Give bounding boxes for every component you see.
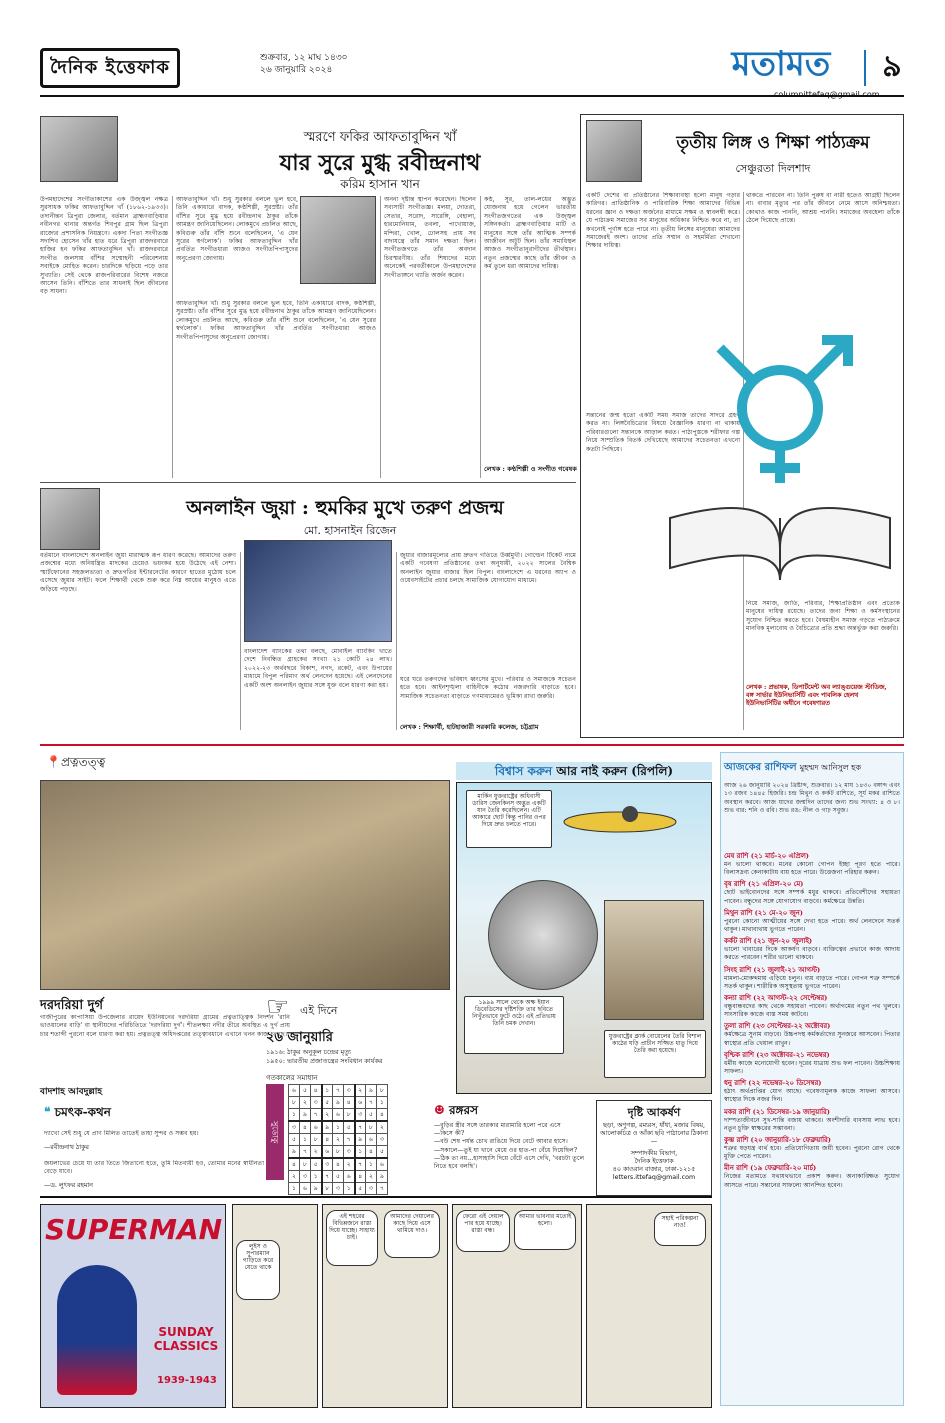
horoscope-item xyxy=(724,1136,900,1161)
portrait-aftabuddin xyxy=(300,196,376,284)
sudoku-cell: ৪ xyxy=(289,1158,300,1171)
sudoku-cell: ৬ xyxy=(377,1158,388,1171)
sudoku-cell: ৬ xyxy=(300,1183,311,1195)
sudoku-cell: ৮ xyxy=(344,1109,355,1122)
horoscope-intro: আজ ২৬ জানুয়ারি ২০২৪ খ্রিষ্টাব্দ, শুক্রবার। ১২ মাঘ ১৪৩০ বঙ্গাব্দ এবং ১৩ রজব ১৪৪৫ হিজরি। চন্দ্র মিথুন ও কর্কট রাশিতে, সূর্য মকর রাশিতে অবস্থান করবে। আজ যাদের জন্মদিন তাদের জন্য শুভ সংখ্যা: ৪ ও ৮। শুভ বার: শনি ও রবি। শুভ রঙ: নীল ও গাঢ় সবুজ। xyxy=(724,782,900,815)
sudoku-cell: ৮ xyxy=(366,1121,377,1134)
column-rule xyxy=(172,196,173,478)
horoscope-title: আজকের রাশিফল xyxy=(724,762,797,773)
sudoku-cell: ৫ xyxy=(366,1109,377,1122)
article3-body-col2: বাংলাদেশ ব্যাংকের তথ্য বলছে, মোবাইল ব্যাংকিং খাতে দেশে নিবন্ধিত গ্রাহকের সংখ্যা ২১ কোটি ২৪ লাখ। ২০২২-২৩ অর্থবছরে বিকাশ, নগদ, রকেট, এবং উপায়ের মাধ্যমে বিপুল পরিমাণ অর্থ লেনদেন হয়েছে। এই লেনদেনের একটি অংশ অনলাইন জুয়ার সঙ্গে যুক্ত বলে ধারণা করা হয়। xyxy=(244,648,392,689)
article2-body-col1: একটি দেশের বা প্রতিষ্ঠানের শিক্ষাব্যবস্থা হলো মানুষ গড়ার কারিগর। প্রাতিষ্ঠানিক ও পারিবারিক শিক্ষা আমাদের বিভিন্ন ধরনের জ্ঞান ও দক্ষতা অর্জনের মাধ্যমে সক্ষম ও স্বাবলম্বী করে। যে পাঠ্যক্রম সমাজের সব মানুষের অধিকার নিশ্চিত করে না, তা কখনোই পূর্ণাঙ্গ হতে পারে না। তৃতীয় লিঙ্গের মানুষেরা আমাদের সমাজেরই অংশ। তাদের প্রতি সম্মান ও সহমর্মিতা শেখানো শিক্ষার দায়িত্ব। xyxy=(586,192,740,250)
quote-1-author: —রবীন্দ্রনাথ ঠাকুর xyxy=(44,1144,89,1151)
column-rule xyxy=(380,196,381,478)
sudoku-cell: ৩ xyxy=(344,1085,355,1097)
sudoku-cell: ৫ xyxy=(344,1121,355,1134)
sudoku-cell: ৬ xyxy=(333,1109,344,1122)
sudoku-cell: ২ xyxy=(333,1134,344,1146)
sudoku-cell: ৭ xyxy=(355,1158,366,1171)
sudoku-cell: ১ xyxy=(377,1097,388,1109)
sudoku-cell: ৭ xyxy=(377,1183,388,1195)
sudoku-cell: ৩ xyxy=(300,1171,311,1183)
sudoku-cell: ৭ xyxy=(322,1171,333,1183)
author-photo-karim xyxy=(40,116,118,182)
address-line: দৈনিক ইত্তেফাক xyxy=(634,1158,674,1165)
sudoku-row xyxy=(289,1097,388,1109)
section-title: মতামত xyxy=(731,43,831,84)
sudoku-cell: ৪ xyxy=(311,1085,322,1097)
ripley-vehicle-illustration xyxy=(560,796,680,836)
comic-title: SUPERMAN xyxy=(45,1213,223,1246)
gambling-phone-photo xyxy=(244,540,392,642)
sudoku-cell: ৪ xyxy=(377,1109,388,1122)
archaeology-author: বাদশাহ আবদুল্লাহ xyxy=(40,1087,103,1097)
horoscope-item xyxy=(724,1108,900,1133)
sudoku-cell: ১ xyxy=(289,1109,300,1122)
quote-2: জয়লাভের চেয়ে যা তার তিতে জিতানো হতে, তুমি মিতব্যয়ী হও, তোমার মনের স্বাধীনতা বেড়ে যাবে। xyxy=(44,1160,264,1176)
quote-1: দ্যাখো সেই শুধু যে প্রাণ মিলিত তাতেই তাহা সুন্দর ও সম্ভব হয়। xyxy=(44,1130,199,1137)
page-number: ৯ xyxy=(882,48,902,84)
title-divider xyxy=(864,50,866,86)
comic-panel-1 xyxy=(232,1204,318,1408)
superman-figure xyxy=(57,1265,137,1395)
humor-label-text: রঙ্গরস xyxy=(448,1103,479,1117)
horoscope-item xyxy=(724,880,900,905)
article3-author: মো. হাসনাইন রিজেন xyxy=(303,524,397,537)
sudoku-cell: ৭ xyxy=(344,1134,355,1146)
horoscope-sign-name: মকর রাশি (২১ ডিসেম্বর-১৯ জানুয়ারি) xyxy=(724,1107,830,1116)
sudoku-cell: ৯ xyxy=(300,1109,311,1122)
drishti-title: দৃষ্টি আকর্ষণ xyxy=(627,1106,681,1119)
sudoku-cell: ৩ xyxy=(322,1158,333,1171)
sudoku-row xyxy=(289,1085,388,1097)
sudoku-cell: ৯ xyxy=(311,1183,322,1195)
horoscope-sign-text: নিজের মতামতে যথাযথভাবে প্রকাশ করুন। অনাকাঙ্ক্ষিত সুযোগ আসতে পারে। সন্তানের সাফল্যে আনন্দিত হবেন। xyxy=(724,1173,900,1189)
sudoku-cell: ১ xyxy=(333,1121,344,1134)
horoscope-item xyxy=(724,994,900,1019)
author-photo-hasnain xyxy=(40,488,100,550)
sudoku-row xyxy=(289,1134,388,1146)
sudoku-cell: ৪ xyxy=(300,1121,311,1134)
sudoku-grid xyxy=(288,1084,388,1195)
article3-body-col1: বর্তমানে বাংলাদেশে অনলাইন জুয়া মারাত্মক রূপ ধারণ করেছে। আমাদের তরুণ প্রজন্মের মধ্যে অনিয়ন্ত্রিত মাদকের চেয়েও ভয়ংকর হয়ে উঠেছে এই নেশা। স্মার্টফোনের সহজলভ্যতা ও দ্রুতগতির ইন্টারনেটের কারণে হাতের মুঠোয় চলে এসেছে জুয়ার সাইট। ফলে শিক্ষার্থী থেকে শুরু করে নিম্ন আয়ের মানুষও এতে জড়িয়ে পড়ছে। xyxy=(40,552,236,593)
comic-subtitle: SUNDAY CLASSICS xyxy=(153,1325,219,1353)
comic-years: 1939-1943 xyxy=(157,1375,217,1386)
comic-rule xyxy=(40,1196,712,1198)
article3-footer: লেখক : শিক্ষার্থী, হাটহাজারী সরকারি কলেজ, চট্টগ্রাম xyxy=(400,723,539,731)
horoscope-sign-text: মামলা-মোকদ্দমায় এড়িয়ে চলুন। ব্যয় বাড়তে পারে। গোপন শত্রু সম্পর্কে সতর্ক থাকুন। শারীরিক অসুস্থতায় ভুগতে পারেন। xyxy=(724,974,900,990)
horoscope-item xyxy=(724,1079,900,1104)
comic-bubble-5: আমার ভাবনার মতোই হলো। xyxy=(514,1210,576,1250)
theater-mask-icon: ☻ xyxy=(434,1103,445,1117)
sudoku-cell: ৯ xyxy=(333,1097,344,1109)
humor-line: —কিসে কী? xyxy=(434,1130,465,1138)
comic-bubble-6: সহাই পরিকল্পনা নাও! xyxy=(654,1212,706,1246)
sudoku-row xyxy=(289,1109,388,1122)
horoscope-sign-text: ছোট ভাইবোনদের সঙ্গে সম্পর্ক মধুর থাকবে। প্রতিবেশীদের সহায়তা পাবেন। বন্ধুদের সঙ্গে যোগাযোগ বাড়বে। কর্মক্ষেত্রে উন্নতি। xyxy=(724,889,900,905)
ripley-caption-2: ১৯৯৯ সালে থেকে অক্ষ ইয়ান ডিবেডিসের দৃষ্টিশক্তি তার ছবিতে নিখুঁতভাবে ফুটে ওঠে। এই প্রতিভায় তিনি চমক দেখান। xyxy=(464,996,564,1054)
comic-bubble-1: লুইস ও সুপারম্যান গাড়িতে করে যেতে থাকে xyxy=(236,1240,280,1300)
horoscope-sign-name: মীন রাশি (১৯ ফেব্রুয়ারি-২০ মার্চ) xyxy=(724,1164,817,1173)
horoscope-sign-name: বৃষ রাশি (২১ এপ্রিল-২০ মে) xyxy=(724,880,804,889)
speech-bubble-icon: ❝ xyxy=(44,1105,51,1119)
this-day-label: এই দিনে xyxy=(300,1004,338,1017)
ripley-caption-1: মার্কিন যুক্তরাষ্ট্রের অধিবাসী ডারিস জেনকিনস অদ্ভুত একটি যান তৈরি করেছিলেন। এটি আকারে ছোট কিন্তু পানির ওপর দিয়ে দ্রুত চলতে পারে। xyxy=(466,790,552,848)
article3-body-col3: জুয়ার বাজারমূল্যের প্রায় দ্রুতগ গতিতে উর্ধ্বমুখী। গোল্ডেন টিকেট নামে একটি গবেষণা প্রতিষ্ঠানের তথ্য অনুযায়ী, ২০২২ সালের বৈশ্বিক অনলাইন জুয়ার বাজার ছিল বিপুল। বাংলাদেশে এ ধরনের অ্যাপ ও ওয়েবসাইটের প্রচার চলছে সামাজিক যোগাযোগ মাধ্যমে। xyxy=(400,552,576,585)
article2-author: সেঞ্চুরতা দিলশাদ xyxy=(735,162,811,175)
archaeology-label-text: প্রত্নতত্ত্ব xyxy=(60,755,106,769)
sudoku-cell: ৮ xyxy=(322,1183,333,1195)
humor-label xyxy=(434,1102,478,1122)
sudoku-cell: ১ xyxy=(344,1183,355,1195)
sudoku-cell: ৭ xyxy=(300,1146,311,1159)
sudoku-row xyxy=(289,1158,388,1171)
article1-kicker: স্মরণে ফকির আফতাবুদ্দিন খাঁ xyxy=(303,130,457,145)
article3-title: অনলাইন জুয়া : হুমকির মুখে তরুণ প্রজন্ম xyxy=(186,497,504,519)
sudoku-row xyxy=(289,1171,388,1183)
sudoku-cell: ৭ xyxy=(366,1097,377,1109)
sudoku-cell: ৬ xyxy=(289,1085,300,1097)
horoscope-item xyxy=(724,1022,900,1047)
sudoku-cell: ৩ xyxy=(344,1146,355,1159)
date-bengali: শুক্রবার, ১২ মাঘ ১৪৩০ xyxy=(260,53,348,63)
this-day-events xyxy=(266,1048,383,1066)
sudoku-cell: ৩ xyxy=(289,1121,300,1134)
sudoku-cell: ৬ xyxy=(322,1146,333,1159)
archaeology-title: দরদরিয়া দুর্গ xyxy=(40,998,103,1013)
horoscope-sign-name: মিথুন রাশি (২১ মে-২০ জুন) xyxy=(724,908,803,917)
ripley-title-a: বিশ্বাস করুন xyxy=(494,764,553,778)
sudoku-cell: ৯ xyxy=(322,1121,333,1134)
section-divider-red xyxy=(40,744,904,746)
horoscope-sign-text: দাম্পত্যজীবনে সুখ-শান্তি বজায় থাকবে। অংশীদারি ব্যবসায় লাভ হবে। নতুন চুক্তি স্বাক্ষরের সম্ভাবনা। xyxy=(724,1116,900,1132)
sudoku-cell: ২ xyxy=(322,1109,333,1122)
sudoku-row xyxy=(289,1121,388,1134)
comic-bubble-3: আমাদের দেয়ালের কাছে দিয়ে এসে থামিয়ে দাও। xyxy=(384,1210,440,1258)
article2-title: তৃতীয় লিঙ্গ ও শিক্ষা পাঠ্যক্রম xyxy=(676,133,870,153)
article1-body-col2: আফতাবুদ্দিন খাঁ। শুধু সুরকার বললে ভুল হবে, তিনি একাধারে বাদক, কণ্ঠশিল্পী, সুরস্রষ্টা। তাঁর বাঁশির সুরে মুগ্ধ হয়ে রবীন্দ্রনাথ ঠাকুর তাঁকে আমন্ত্রণ জানিয়েছিলেন। লোকমুখে প্রচলিত আছে, কবিগুরু তাঁর বাঁশি শুনে বলেছিলেন, 'এ যেন সুরের স্বর্গলোক'। ফকির আফতাবুদ্দিন খাঁর প্রবর্তিত সংগীতধারা আজও সংগীতপিপাসুদের অনুপ্রেরণা জোগায়। xyxy=(176,196,298,262)
this-day-date: ২৬ জানুয়ারি xyxy=(266,1030,333,1045)
sudoku-cell: ১ xyxy=(300,1134,311,1146)
sudoku-cell: ৫ xyxy=(377,1146,388,1159)
footer-line: লেখক : প্রভাষক, ডিপার্টমেন্ট অব ল্যাঙ্গুয়েজ স্টাডিজ, xyxy=(746,684,887,691)
map-pin-icon: 📍 xyxy=(46,755,61,769)
sudoku-cell: ৮ xyxy=(333,1146,344,1159)
sudoku-cell: ৫ xyxy=(355,1183,366,1195)
sudoku-cell: ৪ xyxy=(355,1171,366,1183)
column-rule xyxy=(480,196,481,478)
sudoku-cell: ৩ xyxy=(355,1109,366,1122)
sudoku-cell: ৫ xyxy=(311,1158,322,1171)
article3-body-col3b: ঘরে ঘরে তরুণদের ভবিষ্যৎ ধ্বংসের মুখে। পরিবার ও সমাজকে সচেতন হতে হবে। আইনশৃঙ্খলা বাহিনীকে কঠোর নজরদারি বাড়াতে হবে। সামাজিক সচেতনতা বাড়াতে গণমাধ্যমেরও ভূমিকা রাখা জরুরি। xyxy=(400,676,576,700)
article1-body-col2b: আফতাবুদ্দিন খাঁ। শুধু সুরকার বললে ভুল হবে, তিনি একাধারে বাদক, কণ্ঠশিল্পী, সুরস্রষ্টা। তাঁর বাঁশির সুরে মুগ্ধ হয়ে রবীন্দ্রনাথ ঠাকুর তাঁকে আমন্ত্রণ জানিয়েছিলেন। লোকমুখে প্রচলিত আছে, কবিগুরু তাঁর বাঁশি শুনে বলেছিলেন, 'এ যেন সুরের স্বর্গলোক'। ফকির আফতাবুদ্দিন খাঁর প্রবর্তিত সংগীতধারা আজও সংগীতপিপাসুদের অনুপ্রেরণা জোগায়। xyxy=(176,300,376,341)
horoscope-sign-name: কুম্ভ রাশি (২০ জানুয়ারি-১৮ ফেব্রুয়ারি) xyxy=(724,1136,831,1145)
sudoku-cell: ৫ xyxy=(300,1085,311,1097)
article1-body-col3: অনন্য দৃষ্টান্ত স্থাপন করেছেন। ছিলেন সব্যসাচী সংগীতজ্ঞ। মলয়া, দোতরা, সেতার, সরোদ, সারেঙ্গি, বেহালা, হারমোনিয়াম, তবলা, পাখোয়াজ, মন্দিরা, খোল, ঢোলসহ প্রায় সব বাদ্যযন্ত্রে তাঁর সমান দক্ষতা ছিল। সংগীতজগতে তাঁর অবদান চিরস্মরণীয়। তাঁর শিষ্যদের মধ্যে অনেকেই পরবর্তীকালে উপমহাদেশের সংগীতাঙ্গনে খ্যাতি অর্জন করেন। xyxy=(384,196,476,279)
section-rule xyxy=(40,482,576,483)
ripley-face-illustration xyxy=(488,880,598,990)
sudoku-cell: ২ xyxy=(300,1097,311,1109)
horoscope-item xyxy=(724,937,900,962)
pointing-hand-icon: ☞ xyxy=(266,992,290,1022)
ripley-title-b: আর নাই করুন xyxy=(556,764,627,778)
sudoku-cell: ৮ xyxy=(300,1158,311,1171)
superman-cover xyxy=(40,1204,226,1408)
drishti-email[interactable]: letters.ittefaq@gmail.com xyxy=(612,1174,696,1181)
ripley-title xyxy=(456,762,712,780)
horoscope-sign-name: কন্যা রাশি (২২ আগস্ট-২২ সেপ্টেম্বর) xyxy=(724,994,828,1003)
article1-title: যার সুরে মুগ্ধ রবীন্দ্রনাথ xyxy=(279,150,481,176)
horoscope-sign-text: বন্ধুবান্ধবদের কাছ থেকে সহায়তা পাবেন। অর্থাগমের নতুন পথ খুলবে। সাংসারিক কাজে ব্যস্ত সময় কাটবে। xyxy=(724,1003,900,1019)
author-photo-dilshad xyxy=(586,120,642,182)
sudoku-cell: ৩ xyxy=(366,1183,377,1195)
article2-body-col1b: সন্তানের জন্ম হতো একটি সময় সমাজ তাদের সাদরে গ্রহণ করত না। লিঙ্গবৈচিত্র্যের বিষয়ে বৈজ্ঞানিক ধারণা না থাকায় পরিবারগুলো সন্তানকে আড়াল করত। পাঠ্যপুস্তকে শরীফার গল্প নিয়ে সাম্প্রতিক বিতর্ক দেখিয়েছে আমাদের সচেতনতা এখনো কতটা পিছিয়ে। xyxy=(586,412,740,453)
sudoku-cell: ৬ xyxy=(344,1171,355,1183)
archaeology-body: গাজীপুরের কাপাসিয়া উপজেলার রায়েদ ইউনিয়নের দরদরিয়া গ্রামের প্রত্নতাত্ত্বিক নিদর্শন 'রানি ভাওয়ালের বাড়ি' বা স্থানীয়দের পরিচিতিতে 'দরদরিয়া দুর্গ'। শীতলক্ষ্যা নদীর তীরে অবস্থিত এ দুর্গ প্রায় চার শতাব্দী পুরনো বলে ধারণা করা হয়। প্রত্নতত্ত্ব অধিদপ্তরের তত্ত্বাবধানে এখানে খনন কাজ চলছে। xyxy=(40,1014,290,1038)
footer-line: ইউনিভার্সিটির অধীনে গবেষণারত xyxy=(746,700,830,707)
sudoku-cell: ২ xyxy=(311,1146,322,1159)
sudoku-cell: ২ xyxy=(377,1121,388,1134)
drishti-body: ছড়া, অণুগল্প, রম্যরস, ধাঁধা, মজার বিষয়, আলোকচিত্র ও আঁকা ছবি পাঠানোর ঠিকানা— xyxy=(600,1122,708,1145)
sudoku-cell: ১ xyxy=(355,1146,366,1159)
sudoku-cell: ৩ xyxy=(311,1097,322,1109)
article1-footer: লেখক : কণ্ঠশিল্পী ও সংগীত গবেষক xyxy=(484,465,577,473)
horoscope-list xyxy=(724,852,900,1404)
horoscope-item xyxy=(724,909,900,934)
sudoku-row xyxy=(289,1146,388,1159)
horoscope-item xyxy=(724,966,900,991)
sudoku-side-label: সুডোকু xyxy=(266,1084,284,1180)
horoscope-sign-text: হঠাৎ অর্থপ্রাপ্তির যোগ আছে। গবেষণামূলক কাজে সাফল্য আসবে। স্বাস্থ্যের দিকে নজর দিন। xyxy=(724,1088,900,1104)
horoscope-sign-name: মেষ রাশি (২১ মার্চ-২০ এপ্রিল) xyxy=(724,852,810,860)
horoscope-sign-text: কর্মক্ষেত্রে সুনাম বাড়বে। উচ্চপদস্থ কর্মকর্তাদের সুনজরে আসবেন। পিতার স্বাস্থ্যের প্রতি খেয়াল রাখুন। xyxy=(724,1031,900,1047)
article1-author: করিম হাসান খান xyxy=(340,177,420,191)
horoscope-item xyxy=(724,1051,900,1076)
column-rule xyxy=(240,552,241,730)
address-line: সম্পাদকীয় বিভাগ, xyxy=(630,1150,678,1157)
column-email[interactable]: columnittefaq@gmail.com xyxy=(774,90,880,99)
date-line xyxy=(260,52,348,76)
drishti-address xyxy=(600,1150,708,1182)
horoscope-item xyxy=(724,852,900,877)
article2-body-col2: থাকতে পারবেন না। তিনি পুরুষ বা নারী হতেও আগ্রহী ছিলেন না। বাবার মৃত্যুর পর তাঁর জীবনে নেমে আসে অনিশ্চয়তা। কোথাও কাজ পাননি, আশ্রয় পাননি। সমাজের অবহেলা তাঁকে ঠেলে দিয়েছে প্রান্তে। xyxy=(746,192,900,225)
sudoku-cell: ৭ xyxy=(311,1109,322,1122)
newspaper-logo xyxy=(40,48,180,88)
horoscope-sign-text: পুরনো কোনো আত্মীয়ের সঙ্গে দেখা হতে পারে। অর্থ লেনদেনে সতর্ক থাকুন। মাথাব্যথায় ভুগতে পারেন। xyxy=(724,917,900,934)
humor-body xyxy=(434,1122,588,1171)
article1-body-col4: কণ্ঠ, সুর, তাল-লয়ের অদ্ভুত যোজনায় হয়ে গেলেন ভারতীয় সংগীতজগতের এক উজ্জ্বল সঙ্গিনকর্তা। ব্রাহ্মণবাড়িয়ার মাটি ও মানুষের সঙ্গে তাঁর আত্মিক সম্পর্ক আজীবন অটুট ছিল। তাঁর সমাধিস্থল আজও সংগীতানুরাগীদের তীর্থস্থান। নতুন প্রজন্মের কাছে তাঁর জীবন ও কর্ম তুলে ধরা আমাদের দায়িত্ব। xyxy=(484,196,576,271)
sudoku-cell: ৯ xyxy=(377,1171,388,1183)
humor-line: —সকালে—তুই যা খানে মেয়ে ওর হাত-পা বেঁধে দিয়েছিল? xyxy=(434,1146,578,1154)
footer-line: বঙ্গ সার্ভার ইউনিভার্সিটি এবং পাবলিক হেলথ xyxy=(746,692,859,699)
article2-body-col2b: নিয়ে সমাজ, জাতি, পরিবার, শিক্ষাপ্রতিষ্ঠান এবং প্রত্যেক মানুষের দায়িত্ব রয়েছে। তাদের জন্য শিক্ষা ও কর্মসংস্থানের সুযোগ নিশ্চিত করতে হবে। বৈষম্যহীন সমাজ গড়তে পাঠ্যক্রমে মানবিক মূল্যবোধ ও বৈচিত্র্যের প্রতি শ্রদ্ধা অন্তর্ভুক্ত করা জরুরি। xyxy=(746,600,900,633)
horoscope-sign-name: সিংহ রাশি (২১ জুলাই-২১ আগস্ট) xyxy=(724,965,821,974)
event-item: ১৯১৬: ঠাকুর অনুকূল চন্দ্রের মৃত্যু xyxy=(266,1048,352,1056)
sudoku-cell: ২ xyxy=(366,1171,377,1183)
horoscope-sign-name: তুলা রাশি (২৩ সেপ্টেম্বর-২২ অক্টোবর) xyxy=(724,1022,831,1031)
comic-bubble-4: ফেরো এই দেয়াল পার হয়ে যাচ্ছে। রাস্তা বন্ধ। xyxy=(456,1210,510,1252)
sudoku-cell: ১ xyxy=(322,1085,333,1097)
sudoku-cell: ৫ xyxy=(289,1134,300,1146)
sudoku-row xyxy=(289,1183,388,1195)
sudoku-cell: ৬ xyxy=(366,1134,377,1146)
comic-bubble-2: এই শহরের বিভিন্নজনে রাস্তা দিয়ে যাচ্ছে। সাহায্য চাই। xyxy=(326,1210,378,1266)
ripley-title-c: (রিপলি) xyxy=(631,764,674,778)
sudoku-cell: ৫ xyxy=(322,1097,333,1109)
sudoku-cell: ৬ xyxy=(311,1121,322,1134)
sudoku-cell: ১ xyxy=(289,1183,300,1195)
sudoku-cell: ২ xyxy=(355,1085,366,1097)
sudoku-cell: ৮ xyxy=(377,1085,388,1097)
horoscope-header xyxy=(724,760,900,776)
sudoku-cell: ২ xyxy=(344,1158,355,1171)
horoscope-author: মুহম্মদ আনিসুল হক xyxy=(799,763,862,772)
sudoku-cell: ৩ xyxy=(333,1183,344,1195)
sudoku-cell: ১ xyxy=(311,1171,322,1183)
sudoku-cell: ৮ xyxy=(311,1134,322,1146)
horoscope-sign-name: কর্কট রাশি (২১ জুন-২০ জুলাই) xyxy=(724,937,813,946)
sudoku-cell: ৪ xyxy=(333,1158,344,1171)
ripley-clock-illustration xyxy=(604,900,704,1020)
horoscope-sign-text: শত্রুর ষড়যন্ত্র ব্যর্থ হবে। প্রতিযোগিতায় জয়ী হবেন। পুরনো রোগ থেকে মুক্তি পেতে পারেন। xyxy=(724,1145,900,1161)
sudoku-cell: ১ xyxy=(366,1158,377,1171)
quotes-label-text: চমৎক-কথন xyxy=(54,1105,111,1119)
sudoku-cell: ২ xyxy=(289,1171,300,1183)
horoscope-sign-text: মন ভালো থাকবে। মনের কোনো গোপন ইচ্ছা পূরণ হতে পারে। বিলাসদ্রব্য কেনাকাটায় ব্যয় হতে পারে। উত্তেজনা পরিহার করুন। xyxy=(724,861,900,877)
sudoku-cell: ৫ xyxy=(333,1171,344,1183)
horoscope-sign-name: ধনু রাশি (২২ নভেম্বর-২০ ডিসেম্বর) xyxy=(724,1079,822,1088)
fort-photo xyxy=(40,780,450,990)
sudoku-cell: ৩ xyxy=(377,1134,388,1146)
sudoku-cell: ৪ xyxy=(344,1097,355,1109)
sudoku-cell: ৭ xyxy=(355,1121,366,1134)
article2-footer xyxy=(746,684,902,708)
column-rule xyxy=(396,552,397,730)
humor-line: —বুড়ির স্ত্রীর সঙ্গে তারকার মারামারি হলো পরে এসে xyxy=(434,1122,561,1129)
sudoku-cell: ৯ xyxy=(366,1085,377,1097)
quote-2-author: —ড. লুৎফর রহমান xyxy=(44,1182,93,1189)
sudoku-cell: ৪ xyxy=(322,1134,333,1146)
sudoku-cell: ৬ xyxy=(355,1097,366,1109)
sudoku-cell: ৯ xyxy=(289,1146,300,1159)
date-english: ২৬ জানুয়ারি ২০২৪ xyxy=(260,65,333,75)
sudoku-cell: ৪ xyxy=(366,1146,377,1159)
article1-body-col1: উপমহাদেশের সংগীতাকাশের এক উজ্জ্বল নক্ষত্র সুরসাধক ফকির আফতাবুদ্দিন খাঁ (১৮৬২-১৯৩৩)। তদানীন্তন ত্রিপুরা জেলার, বর্তমান ব্রাহ্মণবাড়িয়ার নবীনগর থানার অন্তর্গত শিবপুর গ্রাম ছিল ত্রিপুরা রাজ্যের প্রশাসনিক নিয়ন্ত্রণে। একদা পিতা সংগীতজ্ঞ সদাশিব হোসেন খাঁর হাত ধরে ত্রিপুরা রাজদরবারে হাজির হন ফকির আফতাবুদ্দিন খাঁ। রাজদরবারে সংগীত জলসায় বাঁশির সম্মোহনী পরিবেশনায় সবাইকে মোহিত করেন। চারদিকে ছড়িয়ে পড়ে তার সুখ্যাতি। সেই থেকে রাজপরিবারের বিশেষ নজরে আসেন তিনি। বাঁশিতে তার সাধনাই ছিল জীবনের বড় সাধনা। xyxy=(40,196,168,296)
humor-line: —ঠিক তা নয়...হাসাহাসি দিয়ে বেঁটে এসে দেখি, 'খরচটা তুলে নিতে হবে বলছি'। xyxy=(434,1154,585,1171)
ripley-caption-3: যুক্তরাষ্ট্রের ক্লার্ক বোয়েলের তৈরি বিশাল কাঠের ঘড়ি প্রাচীন সজ্জিত ধাতু দিয়ে তৈরি করা হয়েছে। xyxy=(604,1030,706,1078)
horoscope-sign-text: ভালো খাবারের দিকে আকর্ষণ বাড়বে। ব্যক্তিত্বের প্রভাবে কাজ আদায় করতে পারবেন। শরীর ভালো থাকবে। xyxy=(724,946,900,962)
archaeology-label xyxy=(46,754,105,774)
gender-book-illustration xyxy=(630,318,900,590)
sudoku-label: গতকালের সমাধান xyxy=(266,1074,318,1082)
horoscope-item xyxy=(724,1164,900,1189)
humor-line: —বউ শেষ পর্যন্ত চোখ রাঙিয়ে দিয়ে বেটে আবার হাসে। xyxy=(434,1138,568,1146)
sudoku-cell: ৮ xyxy=(289,1097,300,1109)
quotes-label xyxy=(44,1104,111,1124)
address-line: ৪০ কাওরান বাজার, ঢাকা-১২১৫ xyxy=(612,1166,696,1173)
horoscope-sign-text: ধর্মীয় কাজে মনোযোগী হবেন। দূরের যাত্রায় শুভ ফল পাবেন। উচ্চশিক্ষায় সাফল্য। xyxy=(724,1059,900,1076)
logo-text: দৈনিক ইত্তেফাক xyxy=(50,56,170,78)
event-item: ১৯৫০: ভারতীয় প্রজাতন্ত্রের সংবিধান কার্যকর xyxy=(266,1057,383,1065)
sudoku-cell: ৯ xyxy=(355,1134,366,1146)
sudoku-cell: ৭ xyxy=(333,1085,344,1097)
horoscope-sign-name: বৃশ্চিক রাশি (২৩ অক্টোবর-২১ নভেম্বর) xyxy=(724,1050,830,1059)
